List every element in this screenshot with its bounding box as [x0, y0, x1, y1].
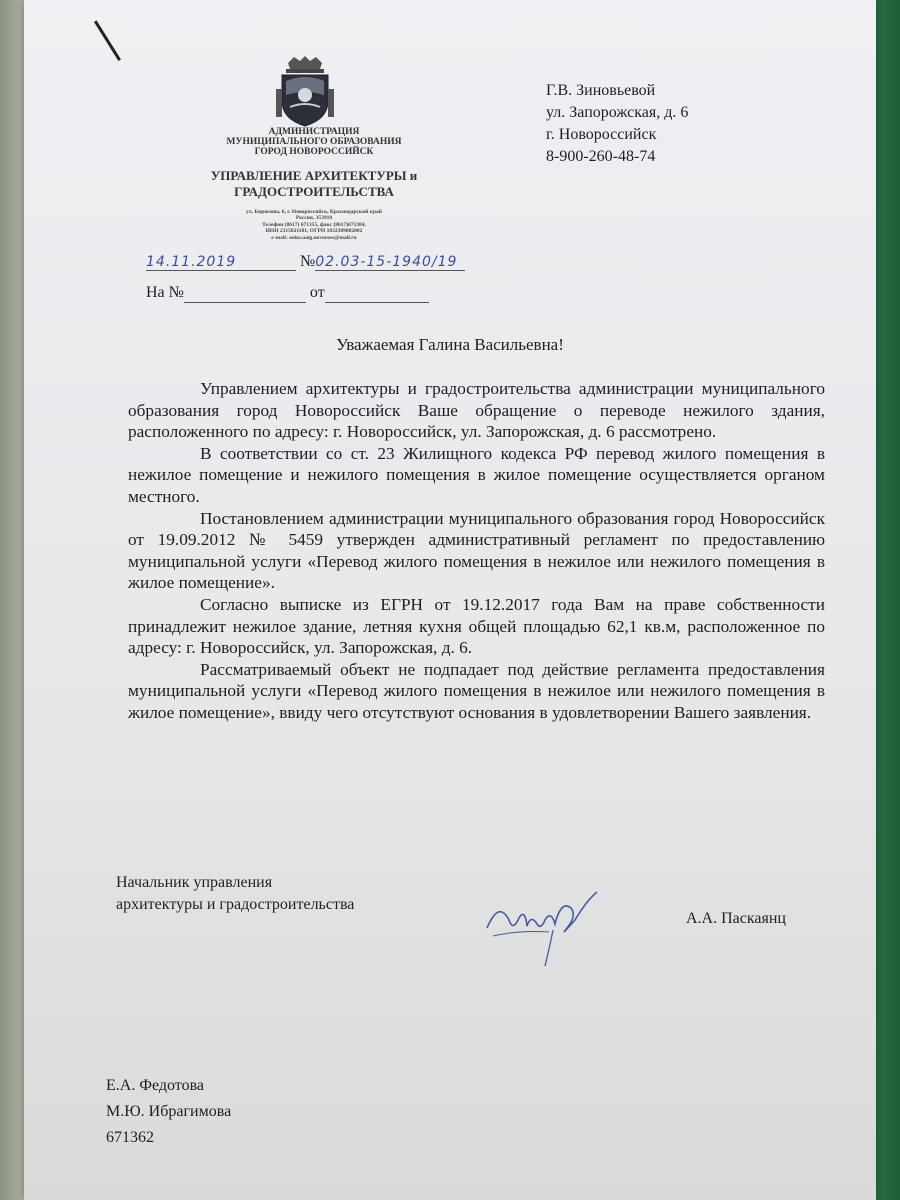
executor-line: Е.А. Федотова [106, 1077, 205, 1094]
greeting: Уважаемая Галина Васильевна! [336, 335, 564, 354]
number-label: № [300, 253, 316, 270]
reference-label: На № [146, 284, 184, 301]
coat-of-arms-icon [274, 55, 336, 127]
outgoing-date: 14.11.2019 [146, 254, 296, 271]
letterhead-department: УПРАВЛЕНИЕ АРХИТЕКТУРЫ и ГРАДОСТРОИТЕЛЬСТВА [210, 168, 418, 199]
letterhead-contacts: ул. Бирюзова, 6, г. Новороссийск, Краснодарский край Россия, 353910 Телефон (8617) 671355, факс (8617)671384, ИНН 2315021181, ОГРН 1032309082002 e-mail: onko.uaig.novoross@mail.ru [246, 209, 382, 241]
letter-body [128, 378, 825, 724]
signatory-title: Начальник управления архитектуры и градостроительства [116, 874, 355, 913]
reference-from-label: от [309, 284, 325, 301]
body-paragraph: Управлением архитектуры и градостроительства администрации муниципального образования город Новороссийск Ваше обращение о переводе нежилого здания, расположенного по адресу: г. Новороссийск, ул. Запорожская, д. 6 рассмотрено. [128, 379, 825, 442]
signatory-name: А.А. Паскаянц [686, 910, 786, 927]
outgoing-number: 02.03-15-1940/19 [315, 254, 465, 271]
body-paragraph: Согласно выписке из ЕГРН от 19.12.2017 года Вам на праве собственности принадлежит нежилое здание, летняя кухня общей площадью 62,1 кв.м, расположенное по адресу: г. Новороссийск, ул. Запорожская, д. 6. [128, 594, 825, 658]
pen-mark [94, 20, 121, 61]
executors-block [106, 1073, 231, 1151]
letterhead-administration: АДМИНИСТРАЦИЯ МУНИЦИПАЛЬНОГО ОБРАЗОВАНИЯ ГОРОД НОВОРОССИЙСК [226, 127, 402, 157]
addressee-line: 8-900-260-48-74 [546, 148, 656, 165]
body-paragraph: Постановлением администрации муниципального образования город Новороссийск от 19.09.2012 № 5459 утвержден административный регламент по предоставлению муниципальной услуги «Перевод жилого помещения в нежилое или нежилого помещения в жилое помещение». [128, 508, 825, 593]
executor-line: М.Ю. Ибрагимова [106, 1103, 232, 1120]
addressee-block [546, 80, 688, 168]
addressee-line: ул. Запорожская, д. 6 [546, 104, 689, 121]
reference-line [146, 284, 429, 303]
handwritten-signature [479, 880, 609, 970]
registration-line [146, 253, 465, 271]
executor-line: 671362 [106, 1129, 154, 1146]
body-paragraph: Рассматриваемый объект не подпадает под действие регламента предоставления муниципальной услуги «Перевод жилого помещения в нежилое или нежилого помещения в жилое помещение», ввиду чего отсутствуют основания в удовлетворении Вашего заявления. [128, 659, 825, 722]
addressee-line: г. Новороссийск [546, 126, 657, 143]
letter-page [24, 0, 876, 1200]
addressee-line: Г.В. Зиновьевой [546, 82, 656, 99]
body-paragraph: В соответствии со ст. 23 Жилищного кодекса РФ перевод жилого помещения в нежилое помещение и нежилого помещения в жилое помещение осуществляется органом местного. [128, 443, 825, 506]
